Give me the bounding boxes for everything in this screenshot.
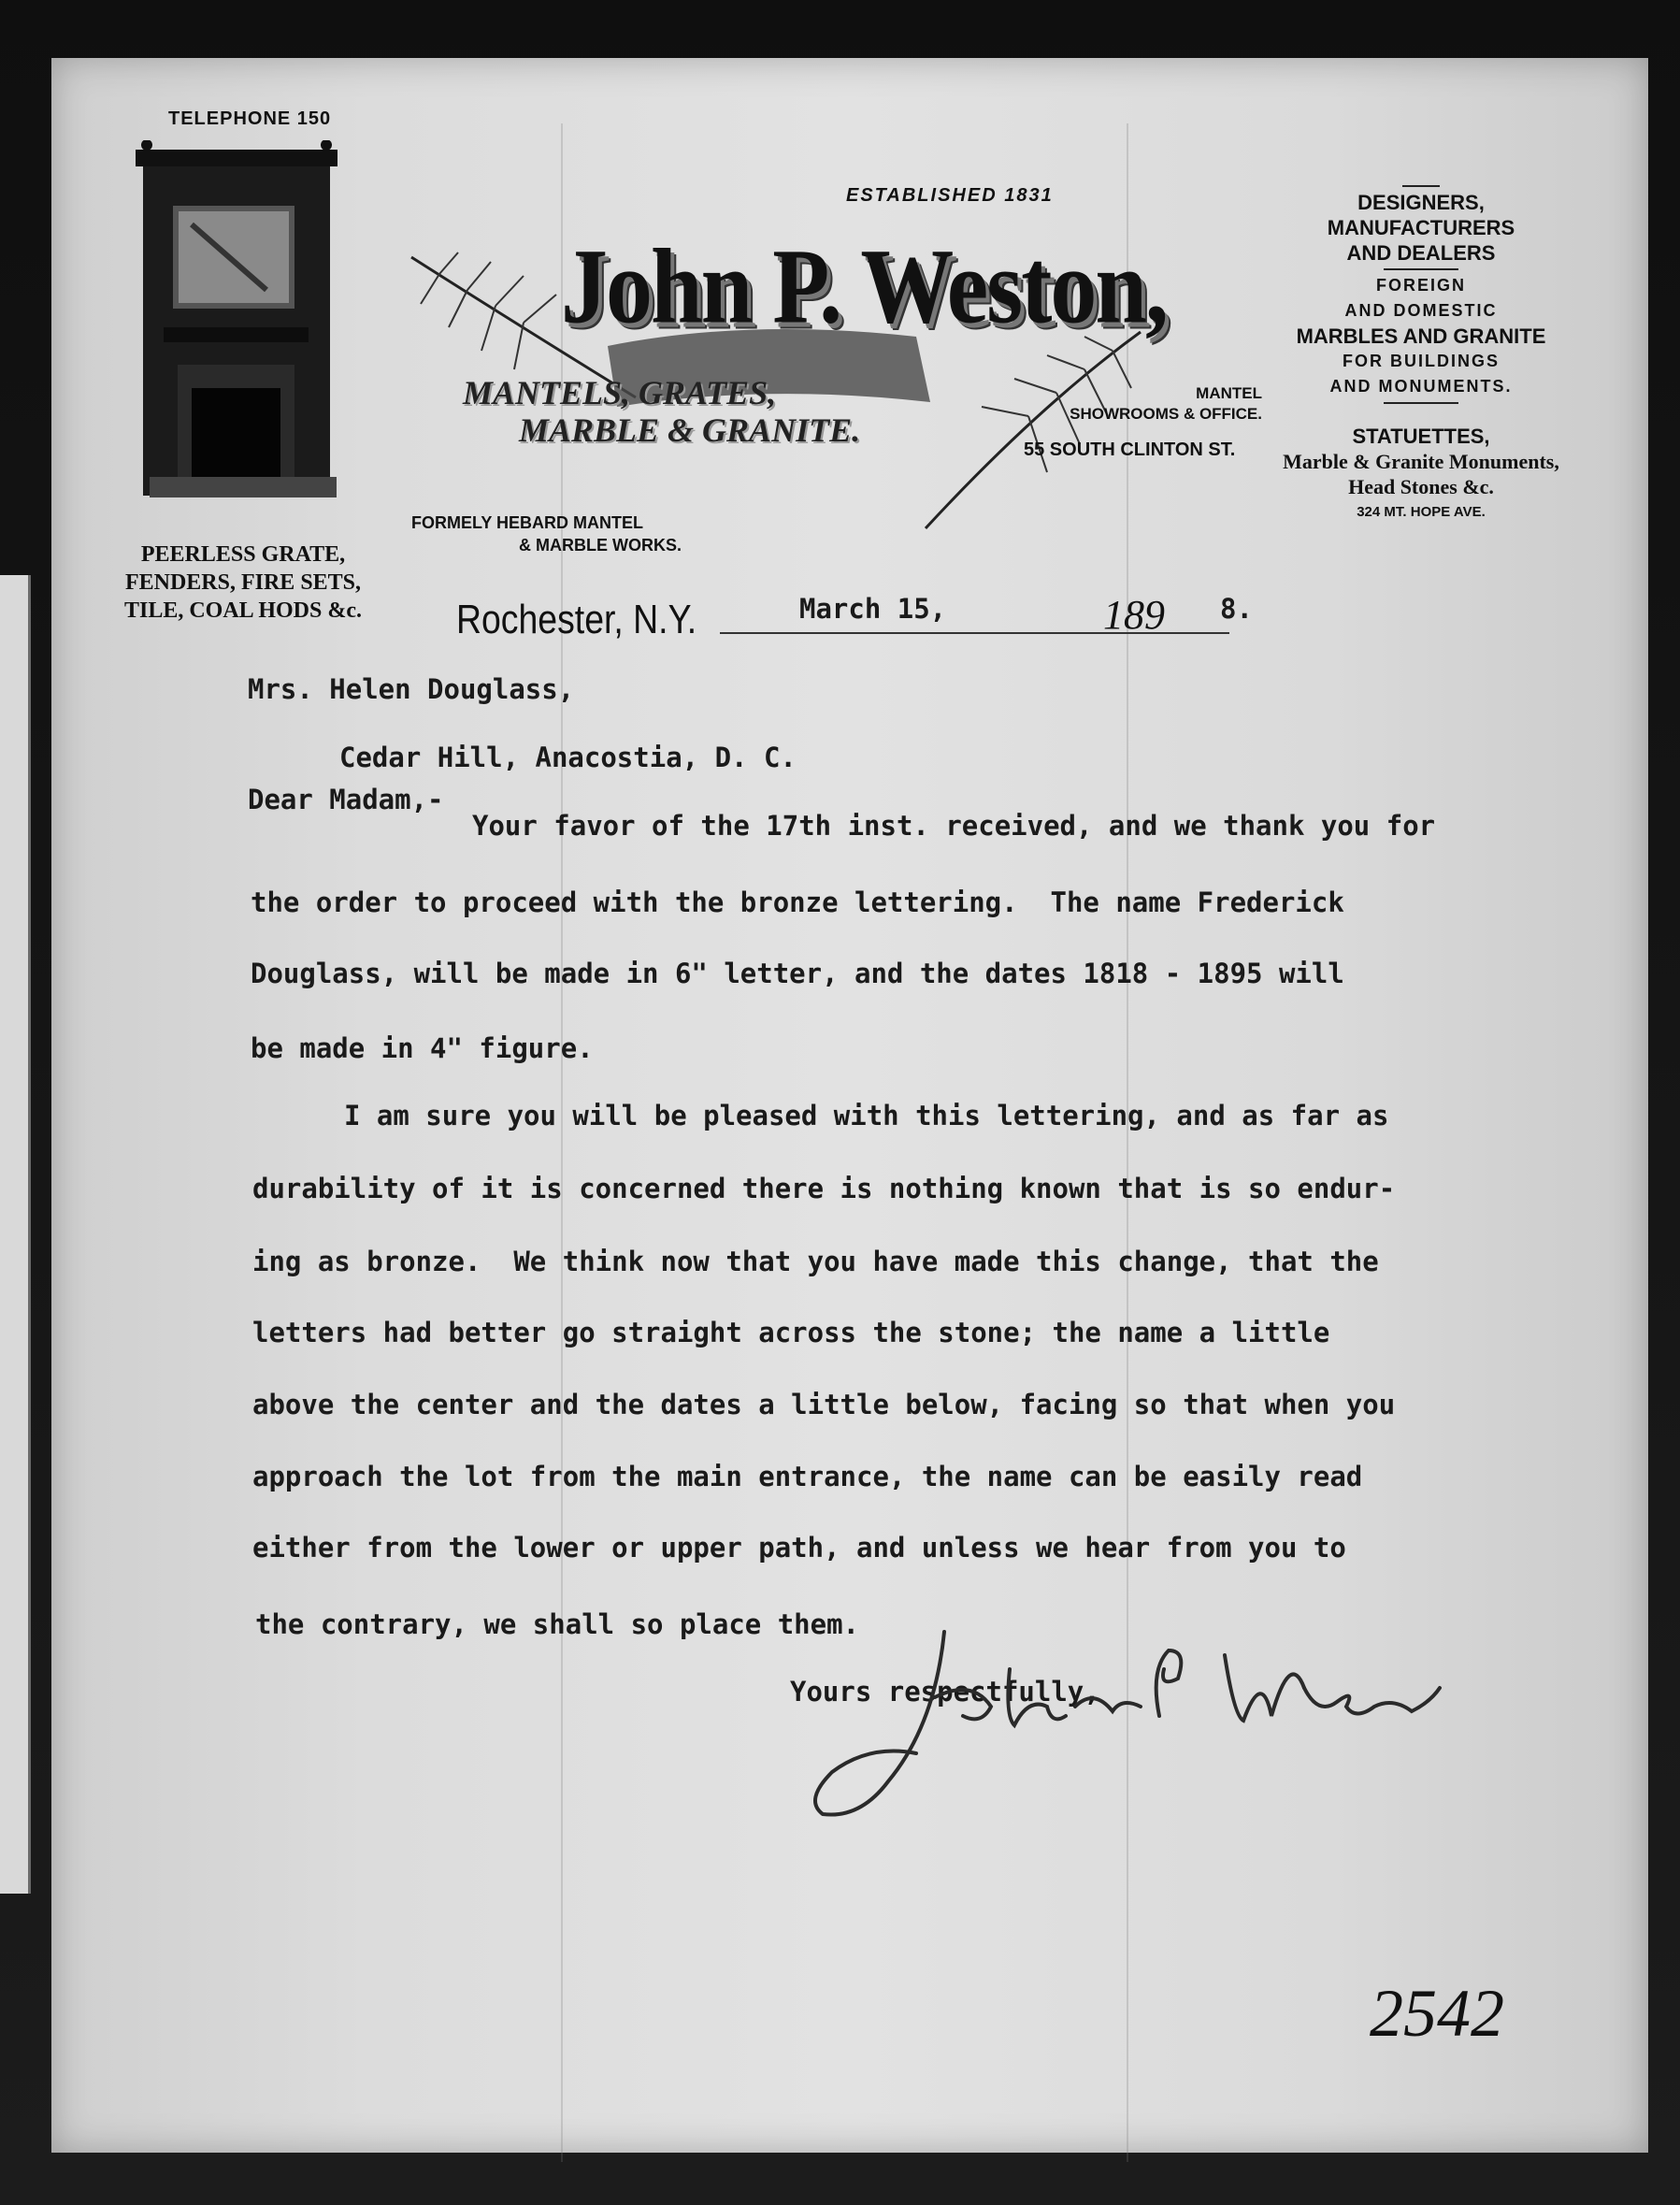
services-line: AND DEALERS [1346, 241, 1496, 265]
place-label: Rochester, N.Y. [456, 597, 697, 642]
salutation: Dear Madam,- [248, 784, 444, 815]
body-line: either from the lower or upper path, and unless we hear from you to [252, 1532, 1346, 1564]
services-block [1276, 182, 1566, 525]
formerly-line: FORMELY HEBARD MANTEL [411, 513, 644, 532]
body-line: I am sure you will be pleased with this lettering, and as far as [344, 1100, 1389, 1131]
services-line: FOR BUILDINGS [1343, 352, 1500, 370]
handwritten-signature [795, 1613, 1449, 1838]
company-address: 55 SOUTH CLINTON ST. [1024, 440, 1236, 460]
divider [1384, 268, 1458, 270]
showroom-line: MANTEL [1196, 384, 1262, 402]
services-line: MARBLES AND GRANITE [1296, 324, 1546, 348]
mantel-illustration [136, 140, 352, 514]
body-line: letters had better go straight across the stone; the name a little [252, 1317, 1330, 1348]
divider [1402, 185, 1440, 187]
left-caption [93, 540, 393, 625]
typed-year-digit: 8. [1220, 593, 1253, 625]
fern-right-decoration [897, 323, 1150, 538]
formerly-label [411, 512, 682, 556]
body-line: approach the lot from the main entrance, the name can be easily read [252, 1461, 1363, 1492]
services-line: AND MONUMENTS. [1329, 377, 1513, 396]
tagline-line: MANTELS, GRATES, [463, 374, 777, 411]
document-number: 2542 [1370, 1976, 1504, 2051]
formerly-line: & MARBLE WORKS. [519, 536, 682, 555]
established-label: ESTABLISHED 1831 [846, 185, 1054, 206]
recipient-name: Mrs. Helen Douglass, [248, 673, 575, 705]
caption-line: FENDERS, FIRE SETS, [124, 570, 362, 595]
body-line: ing as bronze. We think now that you have made this change, that the [252, 1246, 1379, 1277]
services-line: DESIGNERS, [1357, 191, 1485, 214]
body-line: the order to proceed with the bronze lettering. The name Frederick [251, 886, 1344, 918]
divider [1384, 402, 1458, 404]
body-line: above the center and the dates a little below, facing so that when you [252, 1389, 1396, 1420]
adjacent-page-edge [0, 575, 31, 1894]
showroom-label [1038, 383, 1262, 425]
closing: Yours respectfully, [790, 1676, 1100, 1708]
services-line: Marble & Granite Monuments, [1283, 450, 1559, 473]
body-line: the contrary, we shall so place them. [255, 1608, 860, 1640]
body-line: durability of it is concerned there is nothing known that is so endur- [252, 1173, 1396, 1204]
letter-date: March 15, [799, 593, 947, 625]
services-line: STATUETTES, [1352, 425, 1490, 448]
recipient-address: Cedar Hill, Anacostia, D. C. [339, 742, 797, 773]
body-line: Douglass, will be made in 6" letter, and the dates 1818 - 1895 will [251, 958, 1344, 989]
body-line: Your favor of the 17th inst. received, and we thank you for [472, 810, 1436, 842]
services-line: Head Stones &c. [1348, 475, 1494, 498]
showroom-line: SHOWROOMS & OFFICE. [1070, 405, 1262, 423]
company-name: John P. Weston, [561, 226, 1168, 346]
caption-line: PEERLESS GRATE, [140, 542, 346, 567]
body-line: be made in 4" figure. [251, 1032, 594, 1064]
company-tagline [463, 374, 860, 449]
services-line: 324 MT. HOPE AVE. [1357, 504, 1486, 520]
services-line: FOREIGN [1375, 276, 1466, 295]
caption-line: TILE, COAL HODS &c. [123, 598, 363, 623]
services-line: AND DOMESTIC [1344, 301, 1498, 320]
printed-year: 189 [1103, 592, 1165, 638]
services-line: MANUFACTURERS [1327, 216, 1515, 239]
telephone-label: TELEPHONE 150 [168, 108, 332, 129]
tagline-line: MARBLE & GRANITE. [519, 411, 861, 449]
